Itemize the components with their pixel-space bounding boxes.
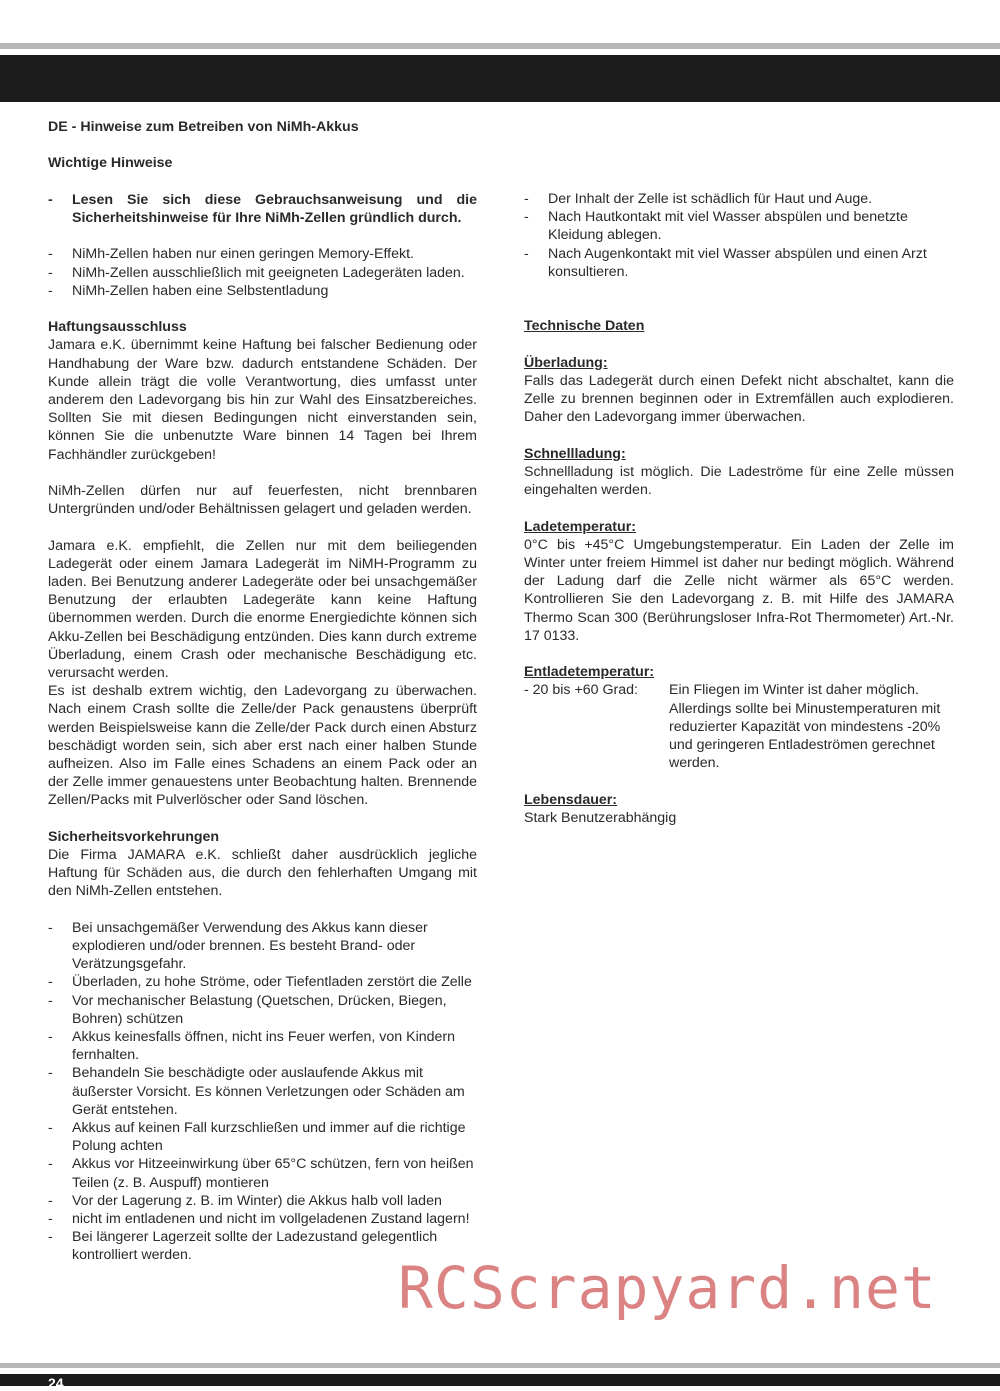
page-number: 24: [48, 1375, 64, 1391]
header-rule: [0, 43, 1000, 49]
right-column: [524, 190, 954, 827]
dischargetemp-row: [524, 681, 954, 772]
list-item: - NiMh-Zellen haben nur einen geringen Memory-Effekt.: [48, 245, 477, 263]
dischargetemp-text: Ein Fliegen im Winter ist daher möglich. Allerdings sollte bei Minustemperaturen mit reduzierter Kapazität von mindestens -20% und geringeren Entladeströmen gerechnet werden.: [669, 682, 941, 772]
chargetemp-text: 0°C bis +45°C Umgebungstemperatur. Ein Laden der Zelle im Winter unter freiem Himmel ist daher nur bedingt möglich. Während der Ladung darf die Zelle nicht wärmer als 65°C werden. Kontrollieren Sie den Ladevorgang z. B. mit Hilfe des JAMARA Thermo Scan 300 (Berührungsloser Infra-Rot Thermometer) Art.-Nr. 17 0133.: [524, 536, 954, 644]
liability-text: Jamara e.K. übernimmt keine Haftung bei falscher Bedienung oder Handhabung der Ware bzw. dadurch entstandene Schäden. Der Kunde allein trägt die volle Verantwortung, dies umfasst unter anderem den Ladevorgang bis hin zur Wahl des Einsatzbereiches. Sollten Sie mit diesen Bedingungen nicht einverstanden sein, können Sie die unbenutzte Ware binnen 14 Tagen bei Ihrem Fachhändler zurückgeben!: [48, 337, 477, 463]
safety-text: Die Firma JAMARA e.K. schließt daher ausdrücklich jegliche Haftung für Schäden aus, die durch den fehlerhaften Umgang mit den NiMh-Zellen entstehen.: [48, 847, 477, 900]
list-item: - Vor mechanischer Belastung (Quetschen, Drücken, Biegen, Bohren) schützen: [48, 992, 477, 1028]
overcharge-text: Falls das Ladegerät durch einen Defekt nicht abschaltet, kann die Zelle zu brennen beginnen oder in Extremfällen auch explodieren. Daher den Ladevorgang immer überwachen.: [524, 372, 954, 426]
list-item: - Akkus keinesfalls öffnen, nicht ins Feuer werfen, von Kindern fernhalten.: [48, 1028, 477, 1064]
document-title: DE - Hinweise zum Betreiben von NiMh-Akkus: [48, 119, 359, 135]
list-item: - Lesen Sie sich diese Gebrauchsanweisung und die Sicherheitshinweise für Ihre NiMh-Zellen gründlich durch.: [48, 191, 477, 227]
recommend-text: Jamara e.K. empfiehlt, die Zellen nur mit dem beiliegenden Ladegerät oder einem Jamara Ladegerät im NiMH-Programm zu laden. Bei Benutzung anderer Ladegeräte oder bei unsachgemäßer Benutzung der erlaubten Ladegeräte kann keine Haftung übernommen werden. Durch die enorme Energiedichte können sich Akku-Zellen bei Beschädigung entzünden. Dies kann durch extreme Überladung, einem Crash oder mechanische Beschädigung etc. verursacht werden.: [48, 537, 477, 681]
list-item: - Nach Hautkontakt mit viel Wasser abspülen und benetzte Kleidung ablegen.: [524, 208, 954, 244]
liability-heading: Haftungsausschluss: [48, 319, 187, 336]
lifetime-heading: Lebensdauer:: [524, 791, 618, 808]
watermark-logo: RCScrapyard.net: [398, 1254, 937, 1322]
list-item: - Bei längerer Lagerzeit sollte der Ladezustand gelegentlich kontrolliert werden.: [48, 1228, 477, 1264]
list-item: - Akkus auf keinen Fall kurzschließen und immer auf die richtige Polung achten: [48, 1119, 477, 1155]
tech-data-heading: Technische Daten: [524, 318, 645, 335]
monitor-text: Es ist deshalb extrem wichtig, den Ladevorgang zu überwachen. Nach einem Crash sollte die Zelle/der Pack genaustens überprüft werden Beispielsweise kann die Zelle/der Pack durch einen Absturz beschädigt worden sein, sich aber erst nach einer halben Stunde aufheizen. Also im Falle eines Schadens an einem Pack oder an der Zelle immer genauestens unter Beobachtung halten. Brennende Zellen/Packs mit Pulverlöscher oder Sand löschen.: [48, 683, 477, 809]
fastcharge-heading: Schnellladung:: [524, 445, 626, 462]
footer-band: [0, 1374, 1000, 1386]
list-item: - Bei unsachgemäßer Verwendung des Akkus kann dieser explodieren und/oder brennen. Es besteht Brand- oder Verätzungsgefahr.: [48, 919, 477, 974]
storage-text: NiMh-Zellen dürfen nur auf feuerfesten, nicht brennbaren Untergründen und/oder Behältnissen gelagert und geladen werden.: [48, 482, 477, 518]
list-item: - nicht im entladenen und nicht im vollgeladenen Zustand lagern!: [48, 1210, 477, 1228]
lifetime-text: Stark Benutzerabhängig: [524, 809, 677, 826]
fastcharge-text: Schnellladung ist möglich. Die Ladeströme für eine Zelle müssen eingehalten werden.: [524, 463, 954, 499]
safety-list: [48, 919, 477, 1265]
left-column: [48, 118, 477, 1265]
list-item: - Der Inhalt der Zelle ist schädlich für Haut und Auge.: [524, 190, 954, 208]
chargetemp-heading: Ladetemperatur:: [524, 518, 636, 535]
footer-rule: [0, 1363, 1000, 1368]
list-item: - Akkus vor Hitzeeinwirkung über 65°C schützen, fern von heißen Teilen (z. B. Auspuff) montieren: [48, 1155, 477, 1191]
overcharge-heading: Überladung:: [524, 354, 608, 371]
important-heading: Wichtige Hinweise: [48, 155, 173, 172]
list-item: - Behandeln Sie beschädigte oder auslaufende Akkus mit äußerster Vorsicht. Es können Verletzungen oder Schäden am Gerät entstehen.: [48, 1064, 477, 1119]
list-item: - NiMh-Zellen ausschließlich mit geeigneten Ladegeräten laden.: [48, 264, 477, 282]
list-item: - Überladen, zu hohe Ströme, oder Tiefentladen zerstört die Zelle: [48, 973, 477, 991]
cell-contact-list: [524, 190, 954, 281]
list-item: - Vor der Lagerung z. B. im Winter) die Akkus halb voll laden: [48, 1192, 477, 1210]
important-bold-list: [48, 191, 477, 227]
header-band: [0, 55, 1000, 102]
safety-heading: Sicherheitsvorkehrungen: [48, 828, 220, 845]
dischargetemp-range: - 20 bis +60 Grad:: [524, 682, 638, 699]
dischargetemp-heading: Entladetemperatur:: [524, 664, 655, 681]
important-list: [48, 245, 477, 300]
list-item: - NiMh-Zellen haben eine Selbstentladung: [48, 282, 477, 300]
list-item: - Nach Augenkontakt mit viel Wasser abspülen und einen Arzt konsultieren.: [524, 245, 954, 281]
